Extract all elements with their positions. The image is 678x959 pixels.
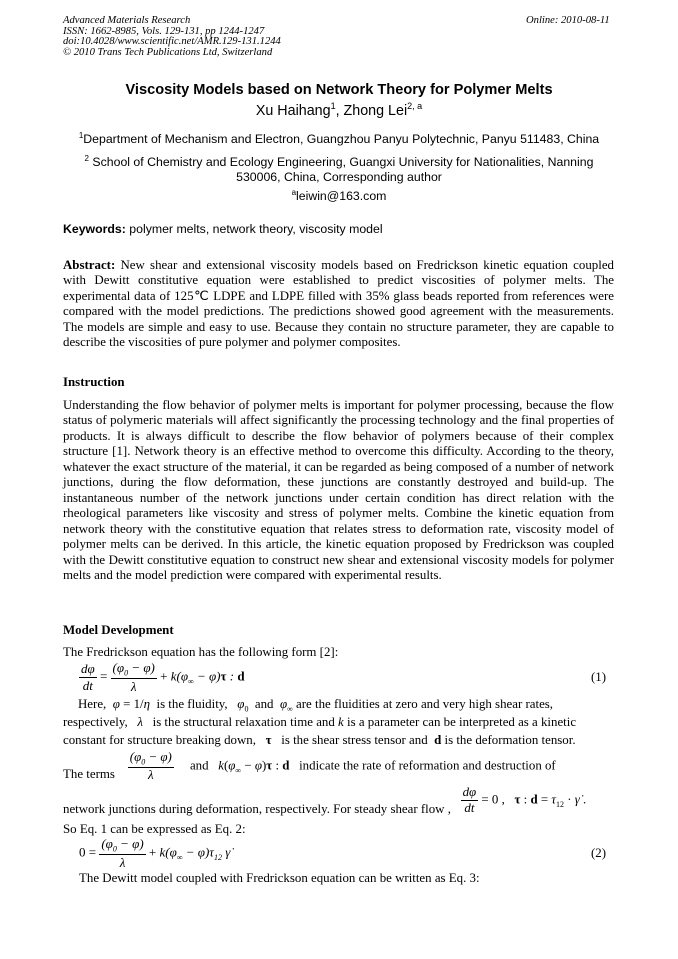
issn-line: ISSN: 1662-8985, Vols. 129-131, pp 1244-1247 [63,25,265,37]
definitions-line-1: Here, φ = 1/η is the fluidity, $\varphi_0$ and $\varphi_\infty$ are the fluidities at zero and very high shear rates, [78,697,554,714]
author-1: Xu Haihang [255,103,331,119]
abstract-label: Abstract: [63,258,116,272]
def3-b: is the shear stress tensor and [281,733,428,747]
def1-b: is the fluidity, [156,697,228,711]
keywords [63,222,383,236]
eq1-dphi-dt: $\frac{d\varphi}{dt}$ [81,660,95,693]
equation-2: 0 = $\frac{(\varphi_0 - \varphi)}{\lambda}$ + $k(\varphi_\infty - \varphi)\tau_{12}$ γ̇ [79,836,231,870]
equation-2-number: (2) [591,846,607,860]
email-sup: a [291,188,297,197]
def3-a: constant for structure breaking down, [63,733,256,747]
doi-line: doi:10.4028/www.scientific.net/AMR.129-131.1244 [63,36,281,48]
affiliation-1-sup: 1 [78,131,84,140]
terms-b: and [189,758,209,773]
author-list [0,101,678,119]
email-address: leiwin@163.com [296,189,387,203]
affiliation-2-line1: School of Chemistry and Ecology Engineering, Guangxi University for Nationalities, Nanning [89,155,594,169]
definitions-line-2: respectively, λ is the structural relaxation time and k is a parameter can be interpreted as a kinetic [63,715,577,729]
paper-title: Viscosity Models based on Network Theory for Polymer Melts [125,82,553,98]
keywords-label: Keywords: [63,222,126,236]
affiliation-2-sup: 2 [84,154,89,163]
def1-c: and [254,697,274,711]
journal-header [63,16,281,58]
author-separator: , [335,103,344,119]
def2-b: is the structural relaxation time and [152,715,335,729]
terms-line: The terms $\frac{(\varphi_0 - \varphi)}{\lambda}$ and $k(\varphi_\infty - \varphi)\tau$ : d indicate the rate of reformation and destruction of [63,750,556,782]
def1-d: are the fluidities at zero and very high shear rates, [296,697,554,711]
affiliation-1 [63,129,615,147]
section-heading-introduction: Instruction [63,375,125,389]
equation-1-number: (1) [591,670,607,684]
dewitt-intro: The Dewitt model coupled with Fredrickson equation can be written as Eq. 3: [79,871,480,885]
terms-c: indicate the rate of reformation and destruction of [299,758,556,773]
eq2-reformation-term: $\frac{(\varphi_0 - \varphi)}{\lambda}$ [101,836,144,870]
steady-shear-text: network junctions during deformation, respectively. For steady shear flow , [63,802,451,817]
def2-a: respectively, [63,715,128,729]
author-2: Zhong Lei [343,103,408,119]
abstract [63,258,614,351]
eq2-intro: So Eq. 1 can be expressed as Eq. 2: [63,822,246,836]
author-2-sup: 2, a [407,101,423,111]
fredrickson-intro: The Fredrickson equation has the following form [2]: [63,645,339,659]
keywords-text: polymer melts, network theory, viscosity model [125,222,383,236]
terms-a: The terms [63,767,115,782]
section-heading-model: Model Development [63,623,174,637]
author-1-sup: 1 [330,101,336,111]
def3-c: is the deformation tensor. [444,733,576,747]
copyright-line: © 2010 Trans Tech Publications Ltd, Switzerland [63,46,273,58]
eq1-reformation-term: $\frac{(\varphi_0 - \varphi)}{\lambda}$ [112,660,155,694]
online-date: Online: 2010-08-11 [526,15,610,26]
steady-shear-dphi-dt: $\frac{d\varphi}{dt}$ [462,785,477,815]
terms-fraction: $\frac{(\varphi_0 - \varphi)}{\lambda}$ [129,750,172,782]
introduction-paragraph: Understanding the flow behavior of polymer melts is important for polymer processing, because the flow status of polymeric materials will affect significantly the processing technology and the final properties of products. It is always difficult to describe the flow behavior of polymers because of their complex structure [1]. Network theory is an effective method to overcome this difficulty. According to the theory, whatever the exact structure of the material, it can be regarded as being composed of a number of network junctions, during the flow deformation, these junctions are constantly destroyed and build-up. The instantaneous number of the network junctions under certain condition has direct relation with the rheological parameters like viscosity and stress of polymer melts. Combine the kinetic equation from network theory with the constitutive equation that relates stress to deformation rate, viscosity model of polymer melts can be derived. In this article, the kinetic equation proposed by Fredrickson was coupled with the Dewitt constitutive equation to construct new shear and extensional viscosity models for polymer melts and the model prediction were compared with experimental results. [63,398,614,582]
def2-k: k [338,715,344,729]
definitions-line-3: constant for structure breaking down, τ is the shear stress tensor and d is the deformation tensor. [63,733,576,747]
def1-a: Here, [78,697,107,711]
email-line [63,186,615,204]
affiliation-2-line2: 530006, China, Corresponding author [236,169,442,184]
abstract-text: New shear and extensional viscosity models based on Fredrickson kinetic equation coupled with Dewitt constitutive equation were established to predict viscosities of polymer melts. The experimental data of 125℃ LDPE and LDPE filled with 35% glass beads reported from references were compared with the model predictions. The predictions showed good agreement with the measurements. The models are simple and easy to use. Because they contain no structure parameter, they are capable to describe the viscosities of pure polymer and polymer composites. [63,258,614,350]
equation-1: $\frac{d\varphi}{dt}$ = $\frac{(\varphi_0 - \varphi)}{\lambda}$ + $k(\varphi_\infty - \varphi)\tau$ : d [81,660,245,694]
journal-name: Advanced Materials Research [63,15,191,26]
affiliation-2 [63,152,615,184]
affiliation-1-text: Department of Mechanism and Electron, Guangzhou Panyu Polytechnic, Panyu 511483, China [83,132,600,146]
def2-c: is a parameter can be interpreted as a kinetic [347,715,577,729]
steady-shear-line: network junctions during deformation, respectively. For steady shear flow , $\frac{d\varphi}{dt}$ = 0 , τ : $d = \tau_{12}$ · γ̇ . [63,785,587,817]
